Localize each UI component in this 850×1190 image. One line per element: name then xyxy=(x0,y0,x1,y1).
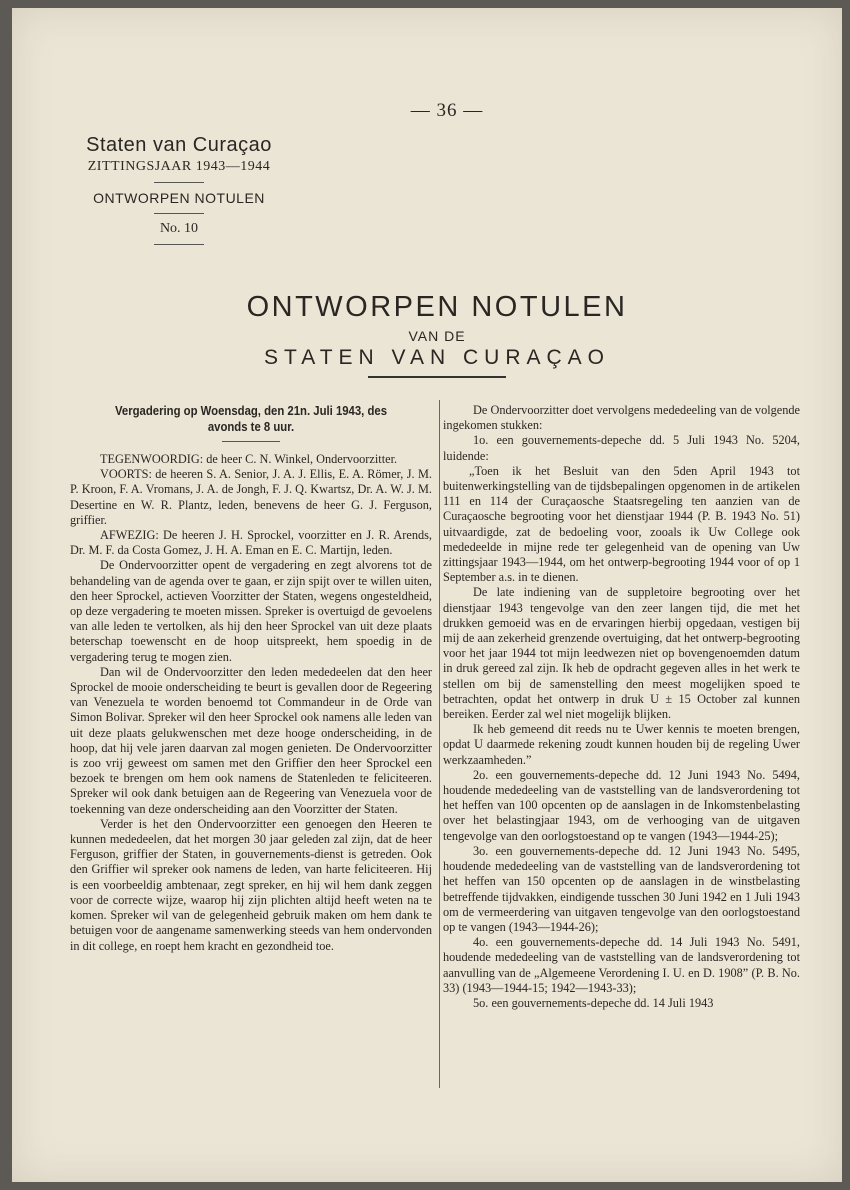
masthead-title: Staten van Curaçao xyxy=(86,134,272,156)
paragraph-decoration: Dan wil de Ondervoorzitter den leden mededeelen dat den heer Sprockel de mooie onderscheiding te beurt is gevallen door de Regeering van Venezuela te worden benoemd tot Commandeur in de Orde van Simon Bolivar. Spreker wil den heer Sprockel ook namens alle leden van uit deze plaats gelukwenschen met deze hooge onderscheiding, in de hoop, dat hij vele jaren daarvan zal mogen genieten. De Ondervoorzitter is zoo vrij geweest om samen met den Griffier den heer Sprockel een bezoek te brengen om hem ook namens de Statenleden te feliciteeren. Spreker wil ook dank betuigen aan de Regeering van Venezuela voor de toekenning van deze onderscheiding aan den Voorzitter der Staten. xyxy=(70,664,432,816)
paragraph-also-present: VOORTS: de heeren S. A. Senior, J. A. J. Ellis, E. A. Römer, J. M. P. Kroon, F. A. Vromans, J. A. de Jongh, F. J. Q. Kwartsz, Dr. A. W. J. M. Desertine en W. R. Plantz, leden, benevens de heer G. J. Ferguson, griffier. xyxy=(70,467,432,527)
masthead-rule xyxy=(154,182,204,183)
paragraph-absent: AFWEZIG: De heeren J. H. Sprockel, voorzitter en J. R. Arends, Dr. M. F. da Costa Gomez, J. H. A. Eman en E. C. Martijn, leden. xyxy=(70,528,432,558)
masthead-series: ONTWORPEN NOTULEN xyxy=(93,190,265,206)
left-column xyxy=(70,403,432,954)
paragraph-item-5: 5o. een gouvernements-depeche dd. 14 Juli 1943 xyxy=(473,995,714,1010)
page-number: — 36 — xyxy=(410,100,484,121)
masthead-rule xyxy=(154,213,204,214)
heading-line-3: STATEN VAN CURAÇAO xyxy=(263,346,611,369)
heading-underline xyxy=(368,376,506,378)
meeting-rule xyxy=(222,441,280,442)
heading-line-2: VAN DE xyxy=(408,328,466,344)
heading-line-1: ONTWORPEN NOTULEN xyxy=(246,291,628,323)
paragraph-anniversary: Verder is het den Ondervoorzitter een genoegen den Heeren te kunnen mededeelen, dat het morgen 30 jaar geleden zal zijn, dat de heer Ferguson, griffier der Staten, in gouvernements-dienst is getreden. Ook den Griffier wil spreker ook namens de leden, van harte feliciteeren. Hij is een voorbeeldig ambtenaar, zegt spreker, en hij wil hem dank zeggen voor de correcte wijze, waarop hij zijn plichten altijd heeft weten na te komen. Spreker wil van de gelegenheid gebruik maken om hem dank te betuigen voor de aangename samenwerking steeds van hem ondervonden in dit college, en roept hem kracht en gezondheid toe. xyxy=(70,816,432,953)
masthead-session: ZITTINGSJAAR 1943—1944 xyxy=(87,159,271,174)
paragraph-item-3: 3o. een gouvernements-depeche dd. 12 Juni 1943 No. 5495, houdende mededeeling van de vaststelling van de landsverordening tot het heffen van 150 opcenten op de aanslagen in de winstbelasting betreffende tijdvakken, eindigende tusschen 30 Juni 1942 en 1 Juli 1943 om de vermeerdering van uitgaven tengevolge van den oorlogstoestand op te vangen (1943—1944-26); xyxy=(443,843,800,934)
paragraph-incoming: De Ondervoorzitter doet vervolgens mededeeling van de volgende ingekomen stukken: xyxy=(443,403,800,433)
column-divider xyxy=(439,400,440,1088)
masthead-number: No. 10 xyxy=(159,221,199,236)
document-heading xyxy=(212,291,662,378)
paragraph-item-1: 1o. een gouvernements-depeche dd. 5 Juli 1943 No. 5204, luidende: xyxy=(443,433,800,463)
document-page xyxy=(12,8,842,1182)
paragraph-quote-3: Ik heb gemeend dit reeds nu te Uwer kennis te moeten brengen, opdat U daarmede rekening zoudt kunnen houden bij de regeling Uwer werkzaamheden.” xyxy=(443,722,800,767)
paragraph-item-2: 2o. een gouvernements-depeche dd. 12 Juni 1943 No. 5494, houdende mededeeling van de vaststelling van de landsverordening tot het heffen van 100 opcenten op de aanslagen in de Inkomstenbelasting over het belastingjaar 1943, om de verhooging van de uitgaven tengevolge van den oorlogstoestand op te vangen (1943—1944-25); xyxy=(443,767,800,843)
right-column xyxy=(443,403,800,1011)
paragraph-opening: De Ondervoorzitter opent de vergadering en zegt alvorens tot de behandeling van de agenda over te gaan, er zijn spijt over te willen uiten, den heer Sprockel, actieven Voorzitter der Staten, wegens ongesteldheid, op deze vergadering te moeten missen. Spreker is overtuigd de gevoelens van alle leden te vertolken, als hij den heer Sprockel van uit deze plaats beterschap toewenscht en de hoop uitspreekt, hem spoedig in de vergadering terug te mogen zien. xyxy=(70,558,432,664)
meeting-heading: Vergadering op Woensdag, den 21n. Juli 1943, des avonds te 8 uur. xyxy=(114,403,388,434)
masthead xyxy=(64,128,294,252)
paragraph-item-4: 4o. een gouvernements-depeche dd. 14 Juli 1943 No. 5491, houdende mededeeling van de vaststelling van de landsverordening tot aanvulling van de „Algemeene Verordening I. U. en D. 1908” (P. B. No. 33) (1943—1944-15; 1942—1943-33); xyxy=(443,935,800,995)
paragraph-present: TEGENWOORDIG: de heer C. N. Winkel, Ondervoorzitter. xyxy=(100,452,398,466)
paragraph-quote-1: „Toen ik het Besluit van den 5den April 1943 tot buitenwerkingstelling van de tijdsbepalingen opgenomen in de artikelen 111 en 114 der Curaçaosche Staatsregeling ten aanzien van de Curaçaosche begrooting voor het dienstjaar 1944 (P. B. 1943 No. 51) uitvaardigde, zat de bedoeling voor, zooals ik Uw College ook mededeelde in mijne rede ter gelegenheid van de opening van Uw zittingsjaar 1943—1944, om het ontwerp-begrooting 1944 voor of op 1 September a.s. in te dienen. xyxy=(443,463,800,585)
paragraph-quote-2: De late indiening van de suppletoire begrooting over het dienstjaar 1943 tengevolge van den zeer langen tijd, die met het drukken gemoeid was en de ervaringen hierbij opgedaan, vestigen bij mij de aan zekerheid grenzende overtuiging, dat het ontwerp-begrooting voor het jaar 1944 tot mijn leedwezen niet op bovengenoemden datum in druk gereed zal zijn. Ik heb de opdracht gegeven alles in het werk te stellen om bij de samenstelling den meest mogelijken spoed te betrachten, opdat het ontwerp in druk U ± 15 October zal kunnen bereiken. Eerder zal wel niet mogelijk blijken. xyxy=(443,585,800,722)
masthead-rule xyxy=(154,244,204,245)
